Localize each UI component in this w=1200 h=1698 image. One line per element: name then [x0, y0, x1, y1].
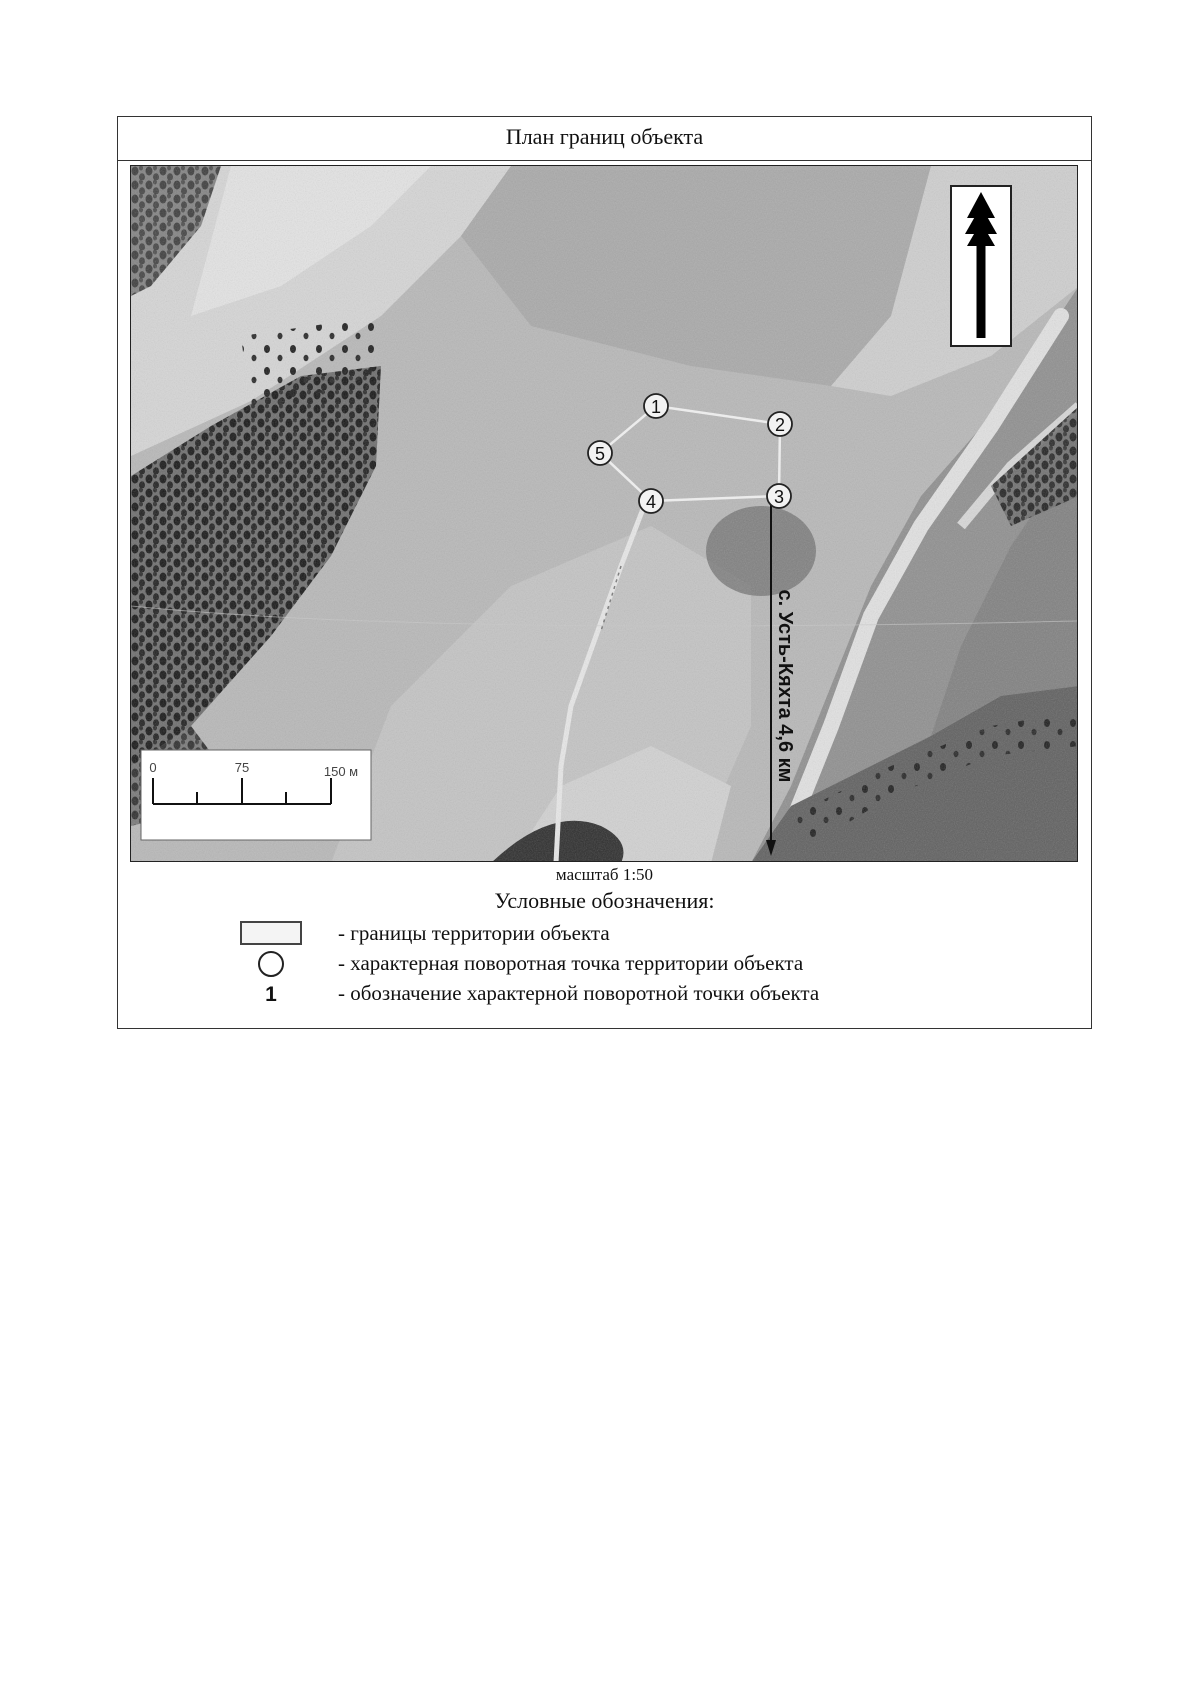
legend-point-number: 1: [265, 983, 277, 1006]
point-label: 5: [594, 444, 606, 464]
plan-title: План границ объекта: [118, 117, 1091, 161]
legend-item-text: - границы территории объекта: [338, 921, 610, 945]
scale-text: масштаб 1:50: [555, 865, 654, 884]
scale-tick-label: 75: [234, 760, 250, 775]
point-label: 3: [773, 487, 785, 507]
legend-item-text: - обозначение характерной поворотной точки объекта: [338, 981, 820, 1005]
plan-frame: [117, 116, 1092, 1029]
boundary-point-3[interactable]: [767, 484, 791, 508]
point-label: 1: [650, 397, 662, 417]
legend-title: Условные обозначения:: [494, 888, 715, 913]
direction-label: с. Усть-Кяхта 4,6 км: [774, 589, 796, 783]
boundary-point-4[interactable]: [639, 489, 663, 513]
scale-tick-label: 150 м: [323, 764, 359, 779]
satellite-map: [131, 166, 1078, 862]
map-area[interactable]: [130, 165, 1078, 862]
boundary-point-2[interactable]: [768, 412, 792, 436]
north-arrow-icon: [951, 186, 1011, 346]
point-label: 2: [774, 415, 786, 435]
scale-bar: [141, 750, 371, 840]
boundary-point-5[interactable]: [588, 441, 612, 465]
scale-tick-label: 0: [149, 760, 157, 775]
legend-point-circle-icon: [258, 951, 284, 977]
point-label: 4: [645, 492, 657, 512]
legend-boundary-symbol: [240, 921, 302, 945]
boundary-point-1[interactable]: [644, 394, 668, 418]
legend-item-text: - характерная поворотная точка территории объекта: [338, 951, 804, 975]
